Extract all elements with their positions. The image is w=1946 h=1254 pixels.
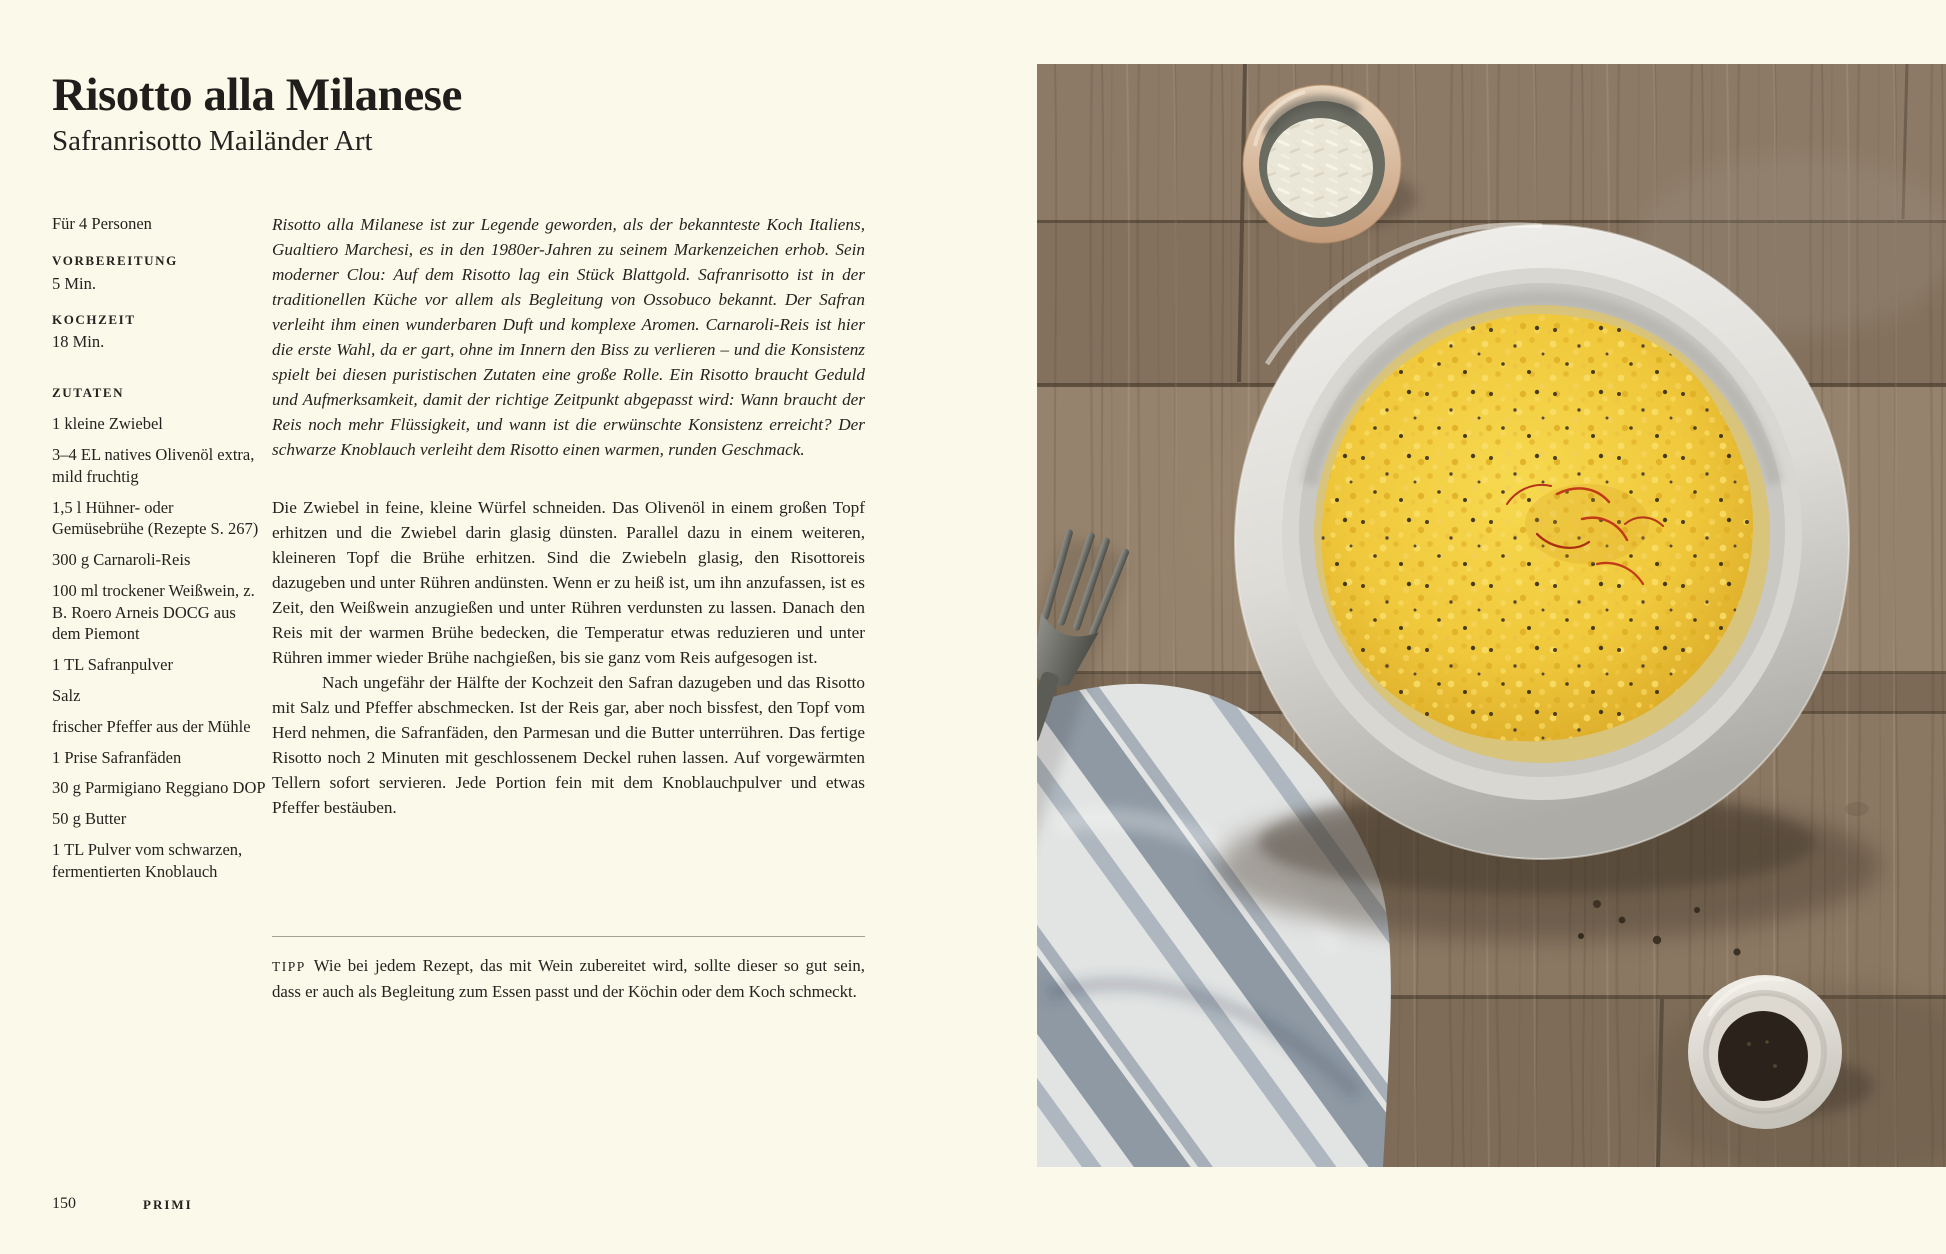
- cook-value: 18 Min.: [52, 332, 105, 352]
- ingredient-item: 1 kleine Zwiebel: [52, 414, 163, 434]
- recipe-text-column: [272, 212, 865, 820]
- ingredient-item: 1 TL Pulver vom schwarzen, fermentierten Knoblauch: [52, 839, 243, 881]
- ingredient-item: 1 TL Safranpulver: [52, 655, 173, 675]
- ingredient-item: 300 g Carnaroli-Reis: [52, 550, 191, 570]
- ingredient-item: 100 ml trockener Weißwein, z. B. Roero Arneis DOCG aus dem Piemont: [52, 580, 255, 644]
- ingredient-item: 1 Prise Safranfäden: [52, 747, 182, 767]
- page-number: 150: [52, 1195, 76, 1212]
- tip-label: TIPP: [272, 959, 306, 974]
- recipe-meta-column: [52, 213, 268, 891]
- step-paragraph: Nach ungefähr der Hälfte der Kochzeit den Safran dazugeben und das Risotto mit Salz und Pfeffer abschmecken. Ist der Reis gar, aber noch bissfest, den Topf vom Herd nehmen, die Safranfäden, den Parmesan und die Butter unterrühren. Das fertige Risotto noch 2 Minuten mit geschlossenem Deckel ruhen lassen. Auf vorgewärmten Tellern sofort servieren. Jede Portion fein mit dem Knoblauchpulver und etwas Pfeffer bestäuben.: [272, 673, 865, 817]
- ingredient-item: 3–4 EL natives Olivenöl extra, mild fruchtig: [52, 445, 255, 486]
- tip-text: Wie bei jedem Rezept, das mit Wein zubereitet wird, sollte dieser so gut sein, dass er auch als Begleitung zum Essen passt und der Köchin oder dem Koch schmeckt.: [272, 956, 865, 1001]
- ingredient-item: 50 g Butter: [52, 809, 127, 829]
- page-subtitle: Safranrisotto Mailänder Art: [52, 125, 373, 158]
- page-title: Risotto alla Milanese: [52, 69, 462, 122]
- ingredient-item: 1,5 l Hühner- oder Gemüsebrühe (Rezepte S. 267): [52, 497, 259, 539]
- ingredient-item: frischer Pfeffer aus der Mühle: [52, 716, 251, 736]
- prep-label: VORBEREITUNG: [52, 253, 178, 269]
- step-paragraph: Die Zwiebel in feine, kleine Würfel schneiden. Das Olivenöl in einem großen Topf erhitzen und die Zwiebel darin glasig dünsten. Parallel dazu in einem weiteren, kleineren Topf die Brühe erhitzen. Sind die Zwiebeln glasig, den Risottoreis dazugeben und unter Rühren andünsten. Wenn er zu heiß ist, um ihn anzufassen, ist es Zeit, den Weißwein anzugießen und unter Rühren verdunsten zu lassen. Danach den Reis mit der warmen Brühe bedecken, die Temperatur etwas reduzieren und unter Rühren immer wieder Brühe nachgießen, bis sie ganz vom Reis aufgesogen ist.: [272, 498, 865, 667]
- tip-block: [272, 936, 865, 1004]
- cook-label: KOCHZEIT: [52, 311, 136, 327]
- intro-paragraph: Risotto alla Milanese ist zur Legende geworden, als der bekannteste Koch Italiens, Gualtiero Marchesi, es in den 1980er-Jahren zu seinem Markenzeichen erhob. Sein moderner Clou: Auf dem Risotto lag ein Stück Blattgold. Safranrisotto ist in der traditionellen Küche vor allem als Begleitung von Ossobuco bekannt. Der Safran verleiht ihm einen wunderbaren Duft und komplexe Aromen. Carnaroli-Reis ist hier die erste Wahl, da er gart, ohne im Innern den Biss zu verlieren – und die Konsistenz spielt bei diesen puristischen Zutaten eine große Rolle. Ein Risotto braucht Geduld und Aufmerksamkeit, damit der richtige Zeitpunkt abgepasst wird: Wann braucht der Reis noch mehr Flüssigkeit, und wann ist die erwünschte Konsistenz erreicht? Der schwarze Knoblauch verleiht dem Risotto einen warmen, runden Geschmack.: [272, 215, 865, 459]
- ingredients-list: [52, 413, 268, 882]
- ingredients-heading: ZUTATEN: [52, 384, 125, 400]
- section-label: PRIMI: [143, 1197, 193, 1212]
- recipe-photo: [1037, 64, 1946, 1167]
- ingredient-item: 30 g Parmigiano Reggiano DOP: [52, 778, 266, 798]
- instructions: [272, 495, 865, 820]
- ingredient-item: Salz: [52, 685, 81, 705]
- prep-value: 5 Min.: [52, 274, 97, 294]
- servings: Für 4 Personen: [52, 214, 152, 233]
